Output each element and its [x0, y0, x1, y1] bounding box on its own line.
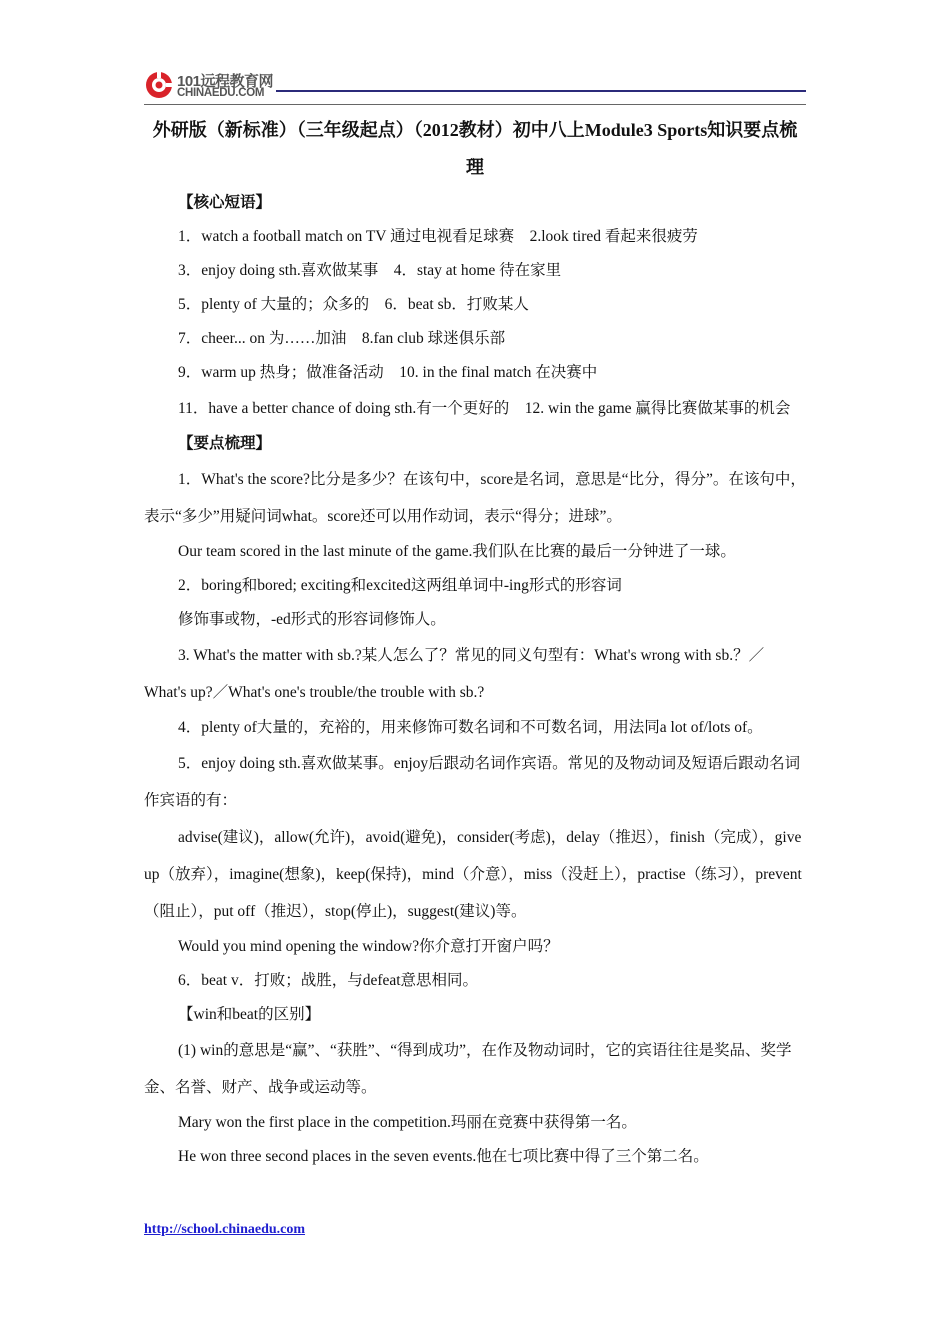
- page-header: [144, 68, 806, 108]
- page-footer: [144, 1222, 305, 1238]
- example-sentence: Would you mind opening the window?你介意打开窗户吗？: [178, 938, 559, 955]
- logo-name: 101远程教育网: [177, 73, 274, 90]
- logo-mark-icon: [144, 70, 174, 100]
- point-paragraph: 3. What's the matter with sb.?某人怎么了？常见的同义句型有：What's wrong with sb.？／What's up?／What's one's trouble/the trouble with sb.?: [144, 647, 765, 701]
- phrase-line: 11．have a better chance of doing sth.有一个更好的 12. win the game 赢得比赛做某事的机会: [178, 400, 791, 417]
- phrase-line: 9．warm up 热身；做准备活动 10. in the final match 在决赛中: [178, 364, 598, 381]
- section-heading-points: 【要点梳理】: [178, 435, 272, 452]
- footer-link[interactable]: http://school.chinaedu.com: [144, 1222, 306, 1237]
- point-paragraph: 4．plenty of大量的，充裕的，用来修饰可数名词和不可数名词，用法同a lot of/lots of。: [178, 719, 763, 736]
- verb-list: advise(建议)，allow(允许)，avoid(避免)，consider(考虑)，delay（推迟），finish（完成），give up（放弃），imagine(想象)，keep(保持)，mind（介意），miss（没赶上），practise（练习），prevent（阻止），put off（推迟），stop(停止)，suggest(建议)等。: [144, 829, 802, 920]
- document-title: 外研版（新标准）（三年级起点）（2012教材）初中八上Module3 Sports知识要点梳理: [152, 120, 798, 177]
- example-sentence: He won three second places in the seven events.他在七项比赛中得了三个第二名。: [178, 1148, 709, 1165]
- point-paragraph: 修饰事或物，-ed形式的形容词修饰人。: [178, 611, 446, 628]
- document-body: [144, 112, 806, 1174]
- phrase-line: 5．plenty of 大量的；众多的 6．beat sb．打败某人: [178, 296, 529, 313]
- point-paragraph: 2．boring和bored; exciting和excited这两组单词中-ing形式的形容词: [178, 577, 622, 594]
- phrase-line: 1．watch a football match on TV 通过电视看足球赛 2.look tired 看起来很疲劳: [178, 228, 698, 245]
- example-sentence: Mary won the first place in the competition.玛丽在竞赛中获得第一名。: [178, 1114, 637, 1131]
- phrase-line: 7．cheer... on 为……加油 8.fan club 球迷俱乐部: [178, 330, 506, 347]
- point-paragraph: 1．What's the score?比分是多少？在该句中，score是名词，意思是“比分，得分”。在该句中，表示“多少”用疑问词what。score还可以用作动词，表示“得分；进球”。: [144, 471, 806, 525]
- site-logo[interactable]: [144, 68, 274, 102]
- subheading: 【win和beat的区别】: [178, 1006, 321, 1023]
- point-paragraph: 6．beat v．打败；战胜，与defeat意思相同。: [178, 972, 479, 989]
- logo-domain: CHINAEDU.COM: [177, 87, 265, 99]
- section-heading-phrases: 【核心短语】: [178, 194, 272, 211]
- phrase-line: 3．enjoy doing sth.喜欢做某事 4．stay at home 待在家里: [178, 262, 562, 279]
- header-rule-thick: [276, 90, 806, 92]
- point-paragraph: (1) win的意思是“赢”、“获胜”、“得到成功”，在作及物动词时，它的宾语往往是奖品、奖学金、名誉、财产、战争或运动等。: [144, 1042, 792, 1096]
- header-rule-thin: [144, 104, 806, 105]
- example-sentence: Our team scored in the last minute of the game.我们队在比赛的最后一分钟进了一球。: [178, 543, 736, 560]
- point-paragraph: 5．enjoy doing sth.喜欢做某事。enjoy后跟动名词作宾语。常见的及物动词及短语后跟动名词作宾语的有：: [144, 755, 801, 809]
